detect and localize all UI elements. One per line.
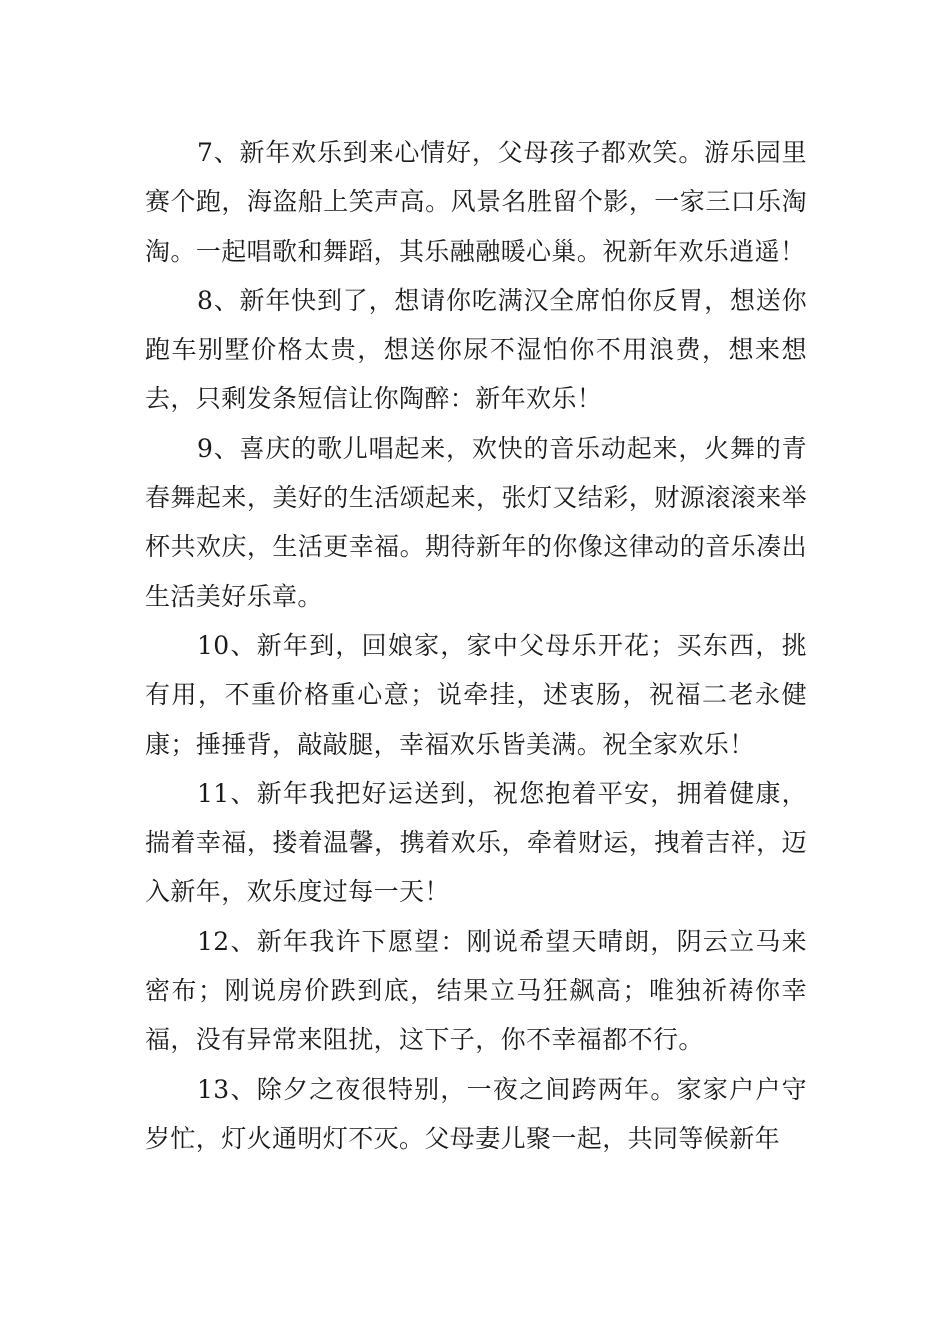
paragraph-13: 13、除夕之夜很特别，一夜之间跨两年。家家户户守岁忙，灯火通明灯不灭。父母妻儿聚一起，共同等候新年 xyxy=(145,1074,807,1153)
document-body xyxy=(145,128,807,1163)
paragraph-11: 11、新年我把好运送到，祝您抱着平安，拥着健康，揣着幸福，搂着温馨，携着欢乐，牵着财运，拽着吉祥，迈入新年，欢乐度过每一天！ xyxy=(145,778,807,907)
paragraph-7: 7、新年欢乐到来心情好，父母孩子都欢笑。游乐园里赛个跑，海盗船上笑声高。风景名胜留个影，一家三口乐淘淘。一起唱歌和舞蹈，其乐融融暖心巢。祝新年欢乐逍遥！ xyxy=(145,138,807,266)
paragraph-8: 8、新年快到了，想请你吃满汉全席怕你反胃，想送你跑车别墅价格太贵，想送你尿不湿怕你不用浪费，想来想去，只剩发条短信让你陶醉：新年欢乐！ xyxy=(145,285,807,414)
paragraph-10: 10、新年到，回娘家，家中父母乐开花；买东西，挑有用，不重价格重心意；说牵挂，述衷肠，祝福二老永健康；捶捶背，敲敲腿，幸福欢乐皆美满。祝全家欢乐！ xyxy=(145,630,807,759)
paragraph-12: 12、新年我许下愿望：刚说希望天晴朗，阴云立马来密布；刚说房价跌到底，结果立马狂飙高；唯独祈祷你幸福，没有异常来阻扰，这下子，你不幸福都不行。 xyxy=(145,926,807,1055)
paragraph-9: 9、喜庆的歌儿唱起来，欢快的音乐动起来，火舞的青春舞起来，美好的生活颂起来，张灯又结彩，财源滚滚来举杯共欢庆，生活更幸福。期待新年的你像这律动的音乐凑出生活美好乐章。 xyxy=(145,433,807,611)
